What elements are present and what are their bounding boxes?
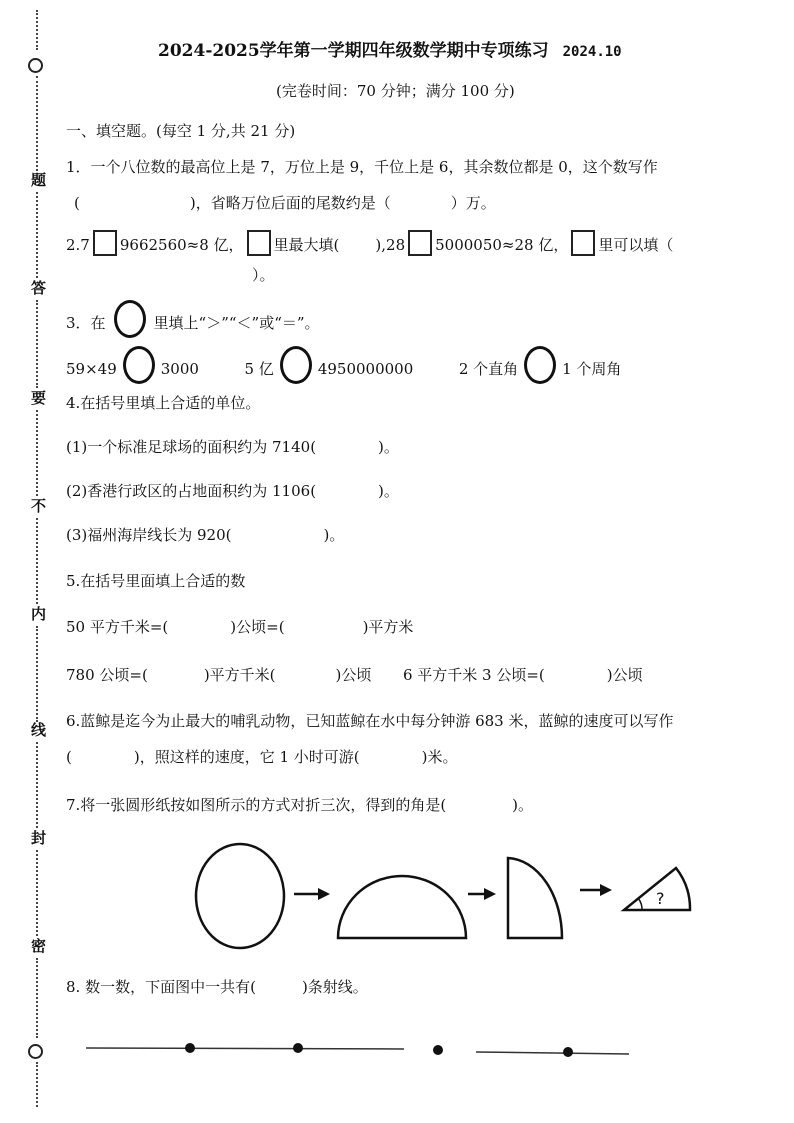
- q5-text: )公顷=(: [230, 618, 285, 636]
- dotted-line: [36, 10, 40, 50]
- q5-text: )平方米: [362, 618, 414, 636]
- compare-circle-answer[interactable]: [280, 346, 312, 384]
- question-2-line2: ）。: [252, 266, 275, 284]
- dotted-line: [36, 742, 40, 828]
- compare-left: 5 亿: [244, 360, 274, 378]
- q6-text: )米。: [421, 748, 458, 766]
- question-3-prompt: [66, 300, 320, 338]
- compare-circle-answer[interactable]: [524, 346, 556, 384]
- binding-margin: [24, 10, 52, 1110]
- binding-char: 线: [29, 722, 47, 737]
- arrow-icon: [468, 888, 496, 900]
- q7-text: )。: [512, 796, 534, 814]
- q5-text: )公顷: [606, 666, 643, 684]
- q3-text: 里填上“＞”“＜”或“＝”。: [153, 314, 320, 332]
- bracket-open: (: [74, 194, 80, 212]
- q8-text: 8. 数一数，下面图中一共有(: [66, 978, 256, 996]
- full-circle-shape: [196, 844, 284, 948]
- q2-text: 2.7: [66, 236, 90, 254]
- question-5-row-2: [66, 664, 643, 685]
- rays-figure: [84, 1036, 644, 1066]
- question-7-text: [66, 794, 533, 815]
- question-4-item-1: [66, 436, 399, 457]
- dotted-line: [36, 958, 40, 1038]
- question-1-line2: [74, 192, 496, 213]
- dotted-line: [36, 626, 40, 722]
- q2-text: ),28: [375, 236, 406, 254]
- q5-text: 780 公顷=(: [66, 666, 148, 684]
- question-5-title: 5.在括号里面填上合适的数: [66, 572, 246, 590]
- question-6-line2: [66, 746, 458, 767]
- compare-left: 59×49: [66, 360, 117, 378]
- question-8-text: [66, 976, 368, 997]
- arrow-icon: [294, 888, 330, 900]
- date-text: 2024.10: [562, 44, 622, 60]
- compare-left: 2 个直角: [458, 360, 519, 378]
- page-subtitle: (完卷时间：70 分钟；满分 100 分): [276, 82, 515, 100]
- quarter-circle-shape: [508, 858, 562, 938]
- dotted-line: [36, 1062, 40, 1107]
- compare-circle-answer[interactable]: [123, 346, 155, 384]
- q2-text: 里可以填（: [598, 236, 674, 254]
- q8-text: )条射线。: [301, 978, 368, 996]
- binding-char: 要: [29, 390, 47, 405]
- q7-text: 7.将一张圆形纸按如图所示的方式对折三次，得到的角是(: [66, 796, 447, 814]
- binding-char: 封: [29, 830, 47, 845]
- folding-figure: [190, 836, 700, 954]
- q6-text: (: [66, 748, 72, 766]
- question-5-row-1: [66, 616, 413, 637]
- q4-text: (2)香港行政区的占地面积约为 1106(: [66, 482, 317, 500]
- dotted-line: [36, 300, 40, 388]
- compare-circle-icon: [114, 300, 146, 338]
- question-2-line1: [66, 230, 673, 256]
- dotted-line: [36, 76, 40, 171]
- question-4-item-3: [66, 524, 344, 545]
- question-1-end: ）万。: [450, 194, 496, 212]
- ray-line: [86, 1048, 404, 1049]
- q5-text: )公顷: [335, 666, 372, 684]
- dotted-line: [36, 850, 40, 936]
- digit-box[interactable]: [571, 230, 595, 256]
- q4-text: )。: [378, 438, 399, 456]
- ray-line: [476, 1052, 629, 1054]
- binding-char: 密: [29, 938, 47, 953]
- binding-char: 内: [29, 606, 47, 621]
- point-dot-icon: [433, 1045, 443, 1055]
- binding-hole-icon: [28, 58, 43, 73]
- angle-question-label: ?: [656, 889, 665, 908]
- title-text: 2024-2025学年第一学期四年级数学期中专项练习: [158, 41, 549, 61]
- point-dot-icon: [293, 1043, 303, 1053]
- question-6-line1: 6.蓝鲸是迄今为止最大的哺乳动物，已知蓝鲸在水中每分钟游 683 米，蓝鲸的速度可以写作: [66, 712, 674, 730]
- question-1-line1: 1．一个八位数的最高位上是 7，万位上是 9，千位上是 6，其余数位都是 0，这个数写作: [66, 158, 658, 176]
- q3-text: 3．在: [66, 314, 106, 332]
- dotted-line: [36, 410, 40, 496]
- question-4-title: 4.在括号里填上合适的单位。: [66, 394, 261, 412]
- binding-hole-icon: [28, 1044, 43, 1059]
- angle-arc: [638, 898, 642, 910]
- q2-text: 里最大填(: [273, 236, 340, 254]
- q4-text: )。: [378, 482, 399, 500]
- compare-right: 1 个周角: [562, 360, 622, 378]
- dotted-line: [36, 192, 40, 278]
- q4-text: )。: [323, 526, 345, 544]
- section-heading: 一、填空题。(每空 1 分,共 21 分): [66, 122, 296, 140]
- q6-text: )，照这样的速度，它 1 小时可游(: [133, 748, 360, 766]
- binding-char: 不: [29, 498, 47, 513]
- q5-text: 50 平方千米=(: [66, 618, 169, 636]
- point-dot-icon: [185, 1043, 195, 1053]
- digit-box[interactable]: [247, 230, 271, 256]
- page-title: [158, 36, 622, 61]
- compare-right: 3000: [160, 360, 199, 378]
- arrow-icon: [580, 884, 612, 896]
- q4-text: (1)一个标准足球场的面积约为 7140(: [66, 438, 317, 456]
- half-circle-shape: [338, 876, 466, 938]
- point-dot-icon: [563, 1047, 573, 1057]
- question-1-text: )，省略万位后面的尾数约是（: [189, 194, 391, 212]
- digit-box[interactable]: [408, 230, 432, 256]
- q4-text: (3)福州海岸线长为 920(: [66, 526, 232, 544]
- binding-char: 答: [29, 280, 47, 295]
- question-3-comparisons: [66, 346, 621, 384]
- q2-text: 5000050≈28 亿，: [435, 236, 569, 254]
- compare-right: 4950000000: [317, 360, 414, 378]
- q2-text: 9662560≈8 亿，: [119, 236, 244, 254]
- binding-char: 题: [29, 172, 47, 187]
- digit-box[interactable]: [93, 230, 117, 256]
- question-4-item-2: [66, 480, 399, 501]
- dotted-line: [36, 518, 40, 604]
- q5-text: 6 平方千米 3 公顷=(: [402, 666, 545, 684]
- q5-text: )平方千米(: [203, 666, 276, 684]
